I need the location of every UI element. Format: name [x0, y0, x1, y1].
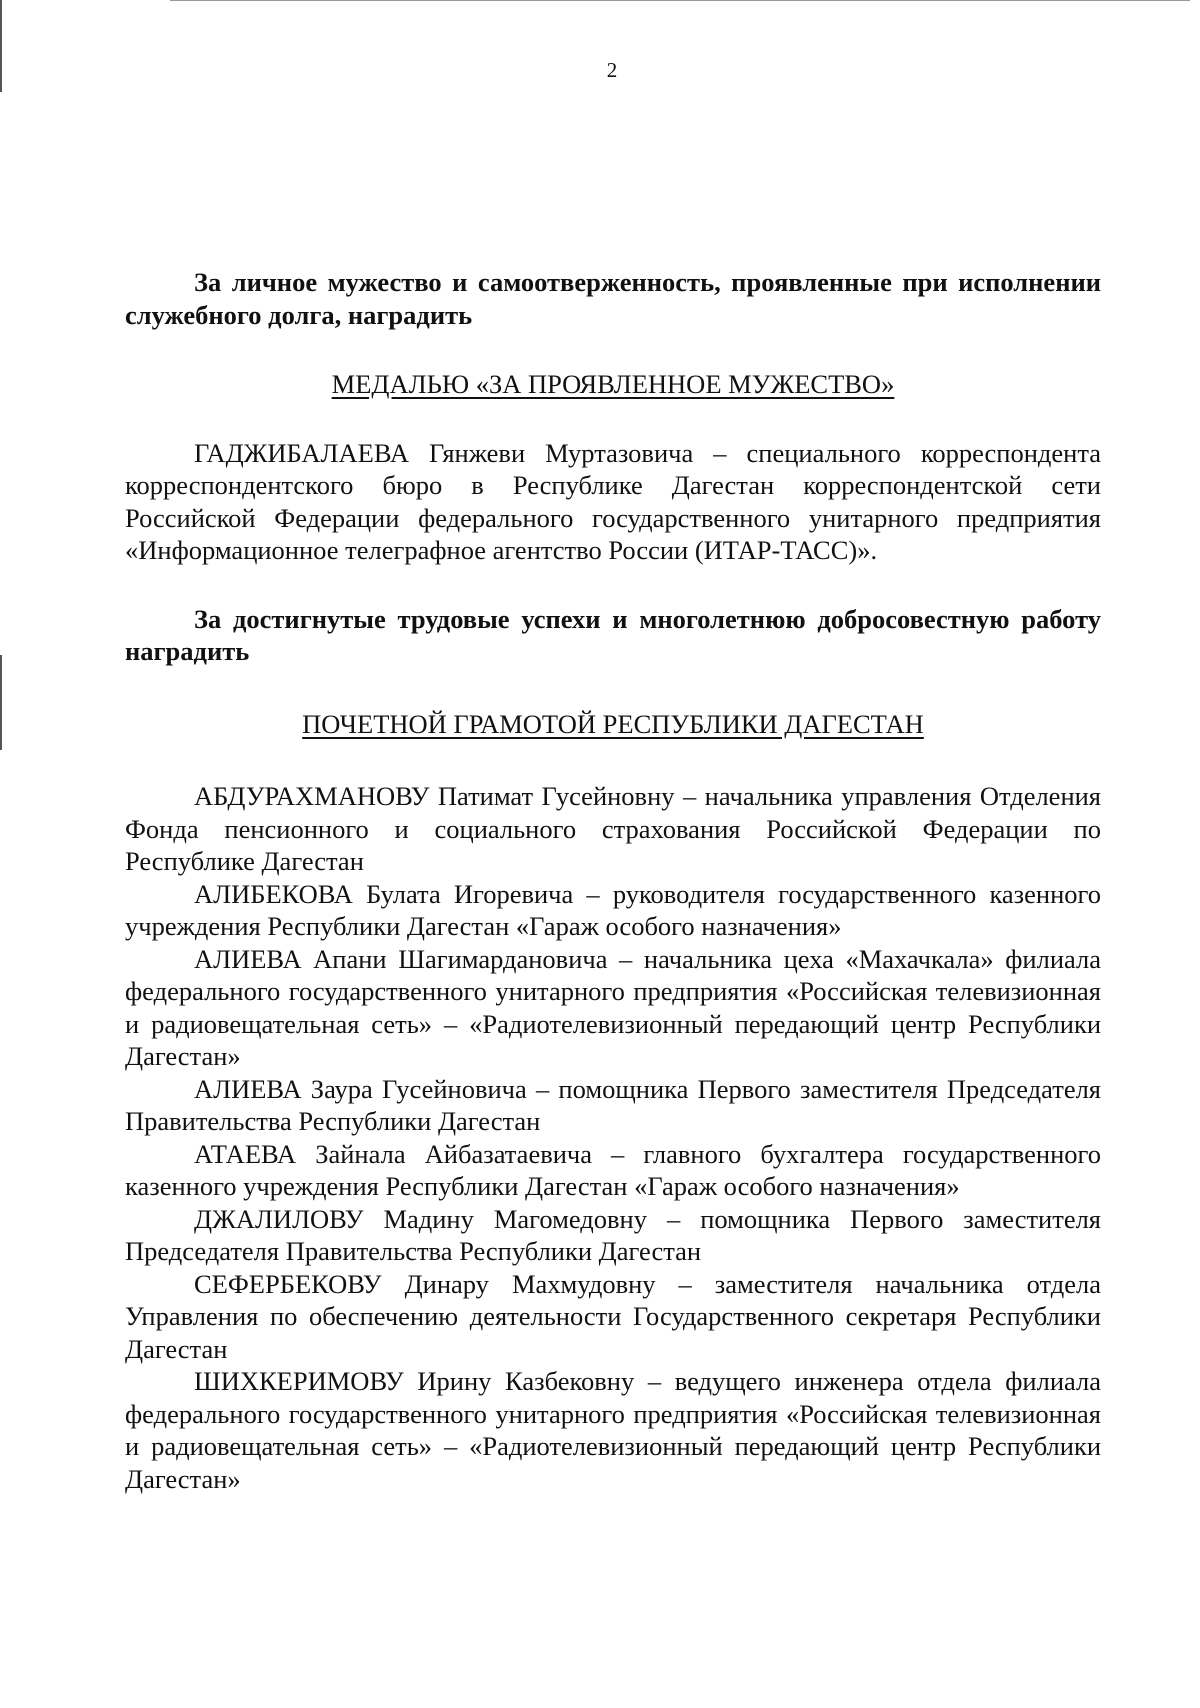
- award-entry: ГАДЖИБАЛАЕВА Гянжеви Муртазовича – специального корреспондента корреспондентского бюро в Республике Дагестан корреспондентской сети Российской Федерации федерального государственного унитарного предприятия «Информационное телеграфное агентство России (ИТАР-ТАСС)».: [125, 437, 1101, 565]
- award-entry: АЛИЕВА Апани Шагимардановича – начальника цеха «Махачкала» филиала федерального государственного унитарного предприятия «Российская телевизионная и радиовещательная сеть» – «Радиотелевизионный передающий центр Республики Дагестан»: [125, 943, 1101, 1071]
- section-intro: За личное мужество и самоотверженность, проявленные при исполнении служебного долга, наградить: [125, 267, 1101, 330]
- award-entry: АЛИЕВА Заура Гусейновича – помощника Первого заместителя Председателя Правительства Республики Дагестан: [125, 1073, 1101, 1136]
- award-entry: СЕФЕРБЕКОВУ Динару Махмудовну – заместителя начальника отдела Управления по обеспечению деятельности Государственного секретаря Республики Дагестан: [125, 1268, 1101, 1364]
- award-entry: ШИХКЕРИМОВУ Ирину Казбековну – ведущего инженера отдела филиала федерального государственного унитарного предприятия «Российская телевизионная и радиовещательная сеть» – «Радиотелевизионный передающий центр Республики Дагестан»: [125, 1366, 1101, 1494]
- page-number: 2: [606, 58, 618, 82]
- document-body: [125, 266, 1101, 1495]
- section-intro: За достигнутые трудовые успехи и многолетнюю добросовестную работу наградить: [125, 603, 1101, 666]
- award-entry: ДЖАЛИЛОВУ Мадину Магомедовну – помощника Первого заместителя Председателя Правительства Республики Дагестан: [125, 1203, 1101, 1266]
- award-entry: АТАЕВА Зайнала Айбазатаевича – главного бухгалтера государственного казенного учреждения Республики Дагестан «Гараж особого назначения»: [125, 1138, 1101, 1201]
- award-entry: АЛИБЕКОВА Булата Игоревича – руководителя государственного казенного учреждения Республики Дагестан «Гараж особого назначения»: [125, 878, 1101, 941]
- scan-edge-mark: [0, 655, 2, 750]
- award-entry: АБДУРАХМАНОВУ Патимат Гусейновну – начальника управления Отделения Фонда пенсионного и социального страхования Российской Федерации по Республике Дагестан: [125, 781, 1101, 876]
- award-title: ПОЧЕТНОЙ ГРАМОТОЙ РЕСПУБЛИКИ ДАГЕСТАН: [302, 708, 924, 739]
- scan-edge-mark: [170, 0, 1190, 1]
- award-title: МЕДАЛЬЮ «ЗА ПРОЯВЛЕННОЕ МУЖЕСТВО»: [331, 369, 895, 399]
